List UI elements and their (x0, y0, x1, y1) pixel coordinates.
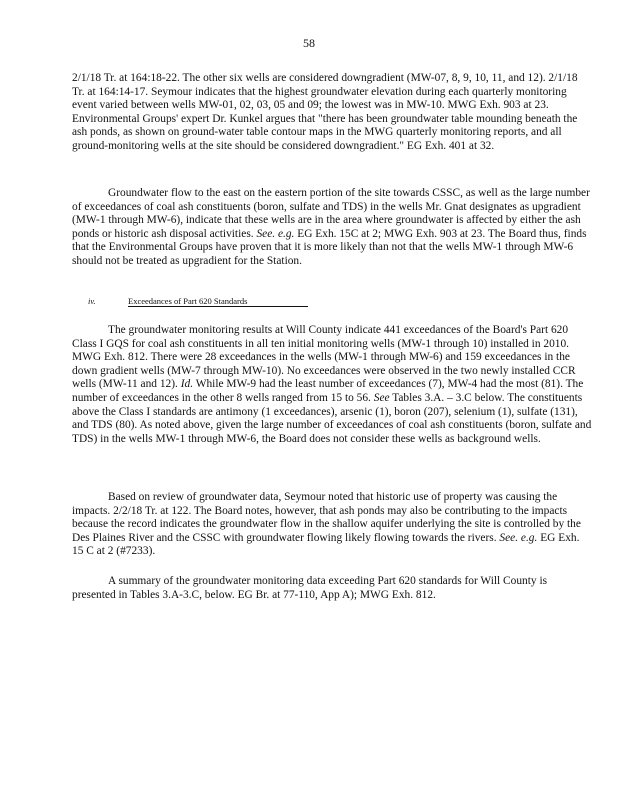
paragraph-1-text: 2/1/18 Tr. at 164:18-22. The other six wells are considered downgradient (MW-07, 8, 9, 10, 11, and 12). 2/1/18 Tr. at 164:14-17. Seymour indicates that the highest groundwater elevation during each quarterly monitoring event varied between wells MW-01, 02, 03, 05 and 09; the lowest was in MW-10. MWG Exh. 903 at 23. Environmental Groups' expert Dr. Kunkel argues that "there has been groundwater table mounding beneath the ash ponds, as shown on ground-water table contour maps in the MWG quarterly monitoring reports, and all ground-monitoring wells at the site should be considered downgradient." EG Exh. 401 at 32. (72, 72, 578, 152)
section-heading (88, 296, 308, 307)
paragraph-3-part-c: Tables 3.A. – 3.C below. The constituents above the Class I standards are antimony (1 exceedances), arsenic (1), boron (207), selenium (1), sulfate (131), and TDS (80). As noted above, given the large number of exceedances of coal ash constituents (boron, sulfate and TDS) in the wells MW-1 through MW-6, the Board does not consider these wells as background wells. (72, 391, 592, 445)
paragraph-3-part-a: The groundwater monitoring results at Will County indicate 441 exceedances of the Board's Part 620 Class I GQS for coal ash constituents in all ten initial monitoring wells (MW-1 through 10) installed in 2010. MWG Exh. 812. There were 28 exceedances in the wells (MW-1 through MW-6) and 159 exceedances in the down gradient wells (MW-7 through MW-10). No exceedances were observed in the two newly installed CCR wells (MW-11 and 12). (72, 324, 576, 391)
paragraph-2-part-b: EG Exh. 15C at 2; MWG Exh. 903 at 23. The Board thus, finds that the Environmental Groups have proven that it is more likely than not that the wells MW-1 through MW-6 should not be treated as upgradient for the Station. (72, 227, 587, 267)
paragraph-4-part-b: EG Exh. 15 C at 2 (#7233). (72, 531, 580, 558)
section-heading-number: iv. (88, 296, 96, 306)
paragraph-1 (72, 72, 592, 154)
paragraph-4-text (72, 491, 592, 559)
paragraph-4 (72, 491, 592, 559)
page-number: 58 (303, 36, 315, 50)
paragraph-2 (72, 187, 592, 269)
see-eg-citation-signal-2: See. e.g. (499, 531, 538, 544)
paragraph-4-part-a: Based on review of groundwater data, Seymour noted that historic use of property was causing the impacts. 2/2/18 Tr. at 122. The Board notes, however, that ash ponds may also be contributing to the impacts because the record indicates the groundwater flow in the shallow aquifer underlying the site is controlled by the Des Plaines River and the CSSC with groundwater flowing likely flowing towards the rivers. (72, 491, 581, 544)
id-citation-signal: Id. (180, 378, 194, 391)
see-citation-signal: See (373, 391, 390, 404)
see-eg-citation-signal: See. e.g. (256, 227, 295, 240)
paragraph-3-text (72, 324, 592, 446)
paragraph-5 (72, 575, 592, 602)
paragraph-3 (72, 324, 592, 446)
paragraph-5-text: A summary of the groundwater monitoring data exceeding Part 620 standards for Will County is presented in Tables 3.A-3.C, below. EG Br. at 77-110, App A); MWG Exh. 812. (72, 575, 548, 601)
section-heading-title: Exceedances of Part 620 Standards (128, 296, 308, 307)
paragraph-2-text (72, 187, 592, 269)
paragraph-2-part-a: Groundwater flow to the east on the eastern portion of the site towards CSSC, as well as the large number of exceedances of coal ash constituents (boron, sulfate and TDS) in the wells Mr. Gnat designates as upgradient (MW-1 through MW-6), indicate that these wells are in the area where groundwater is affected by either the ash ponds or historic ash disposal activities. (72, 187, 590, 240)
paragraph-3-part-b: While MW-9 had the least number of exceedances (7), MW-4 had the most (81). The number of exceedances in the other 8 wells ranged from 15 to 56. (72, 378, 584, 404)
